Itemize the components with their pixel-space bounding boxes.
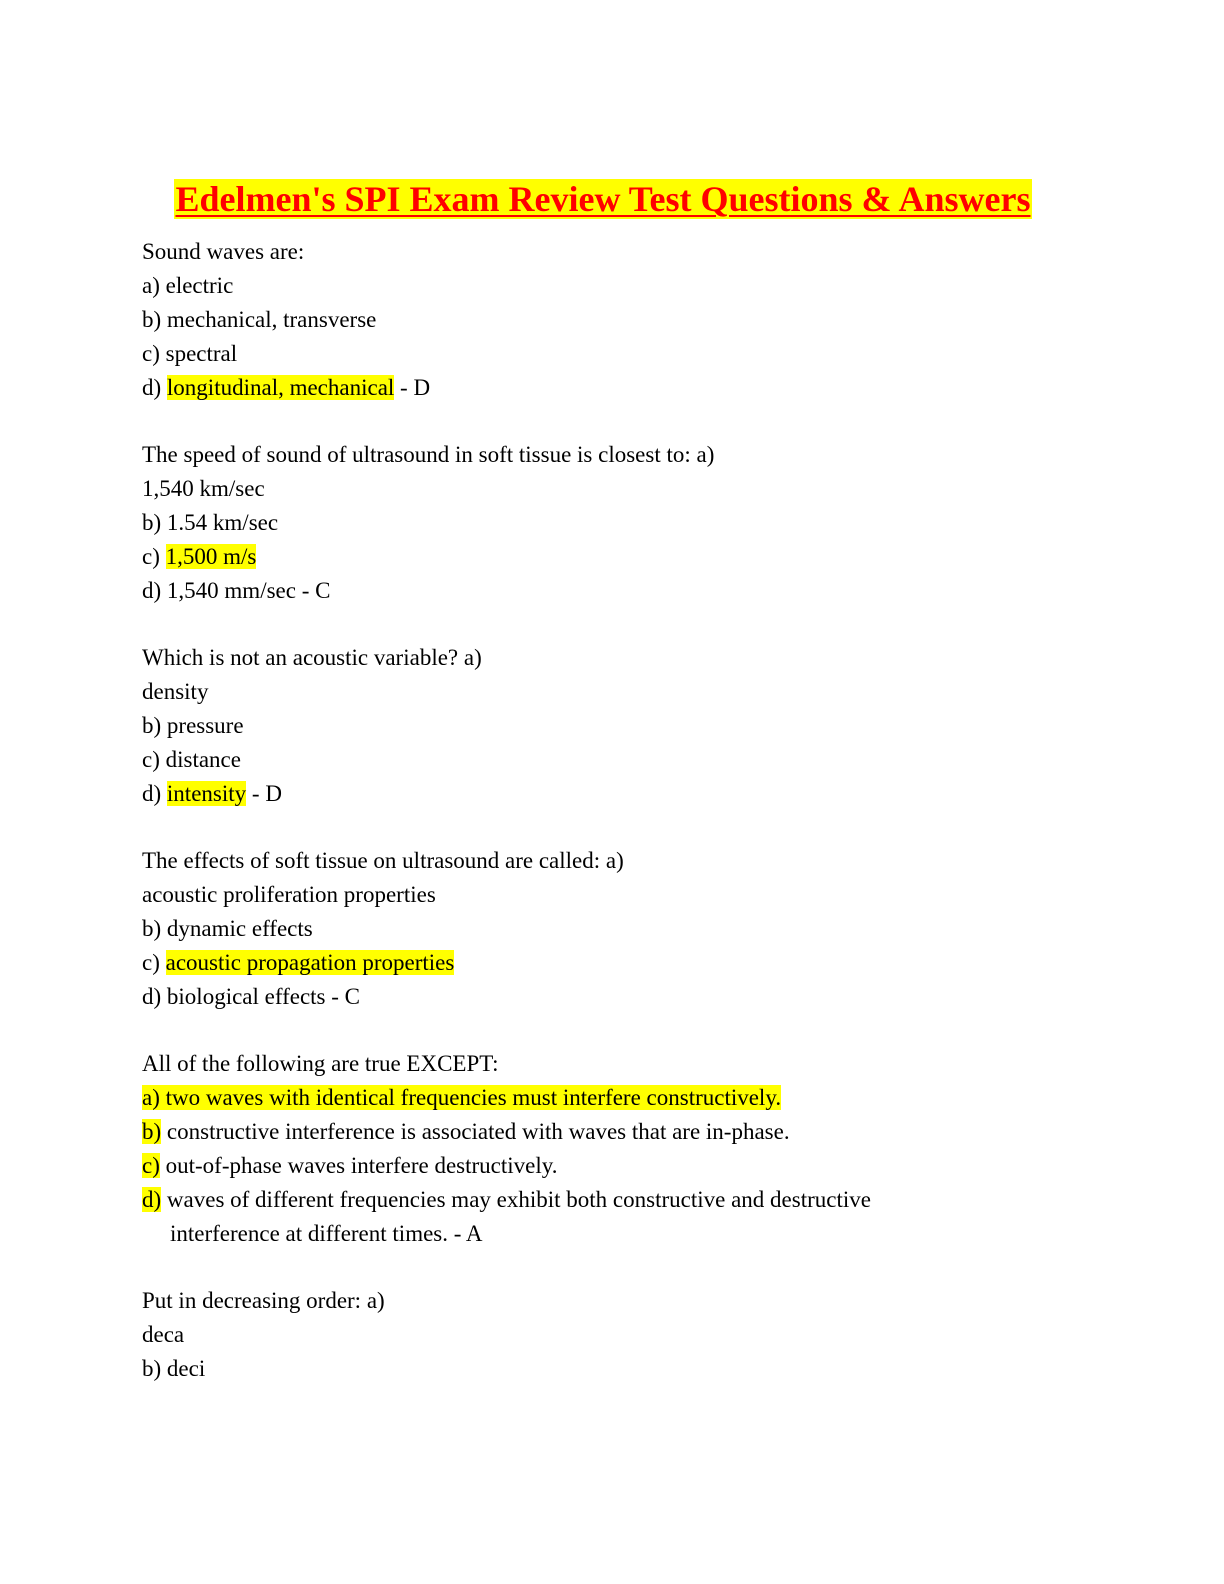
highlighted-answer: 1,500 m/s — [165, 544, 257, 569]
answer-option-b: b) pressure — [142, 713, 244, 738]
option-label: c) — [142, 950, 166, 975]
answer-option-d: d) biological effects - C — [142, 984, 361, 1009]
answer-option-a — [142, 1081, 1042, 1115]
spacer — [142, 1014, 1042, 1047]
highlighted-answer: acoustic propagation properties — [165, 950, 455, 975]
answer-option-a: density — [142, 679, 209, 704]
option-label: d) — [142, 1187, 162, 1212]
answer-key: - D — [394, 375, 431, 400]
question-6 — [142, 1284, 1042, 1386]
answer-option-d — [142, 777, 1042, 811]
answer-option-c — [142, 1149, 1042, 1183]
highlighted-answer: a) two waves with identical frequencies must interfere constructively. — [142, 1085, 782, 1110]
question-stem: The speed of sound of ultrasound in soft tissue is closest to: a) — [142, 442, 715, 467]
answer-option-b: b) 1.54 km/sec — [142, 510, 279, 535]
answer-option-b: b) dynamic effects — [142, 916, 313, 941]
answer-option-a: a) electric — [142, 273, 234, 298]
document-title — [0, 176, 1206, 222]
answer-option-d: d) 1,540 mm/sec - C — [142, 578, 331, 603]
question-stem: The effects of soft tissue on ultrasound are called: a) — [142, 848, 624, 873]
option-label: b) — [142, 1119, 162, 1144]
option-label: d) — [142, 781, 167, 806]
option-label: c) — [142, 1153, 160, 1178]
question-1 — [142, 235, 1042, 405]
question-stem: Which is not an acoustic variable? a) — [142, 645, 482, 670]
answer-option-c: c) distance — [142, 747, 241, 772]
answer-option-a: deca — [142, 1322, 185, 1347]
answer-option-c — [142, 946, 1042, 980]
spacer — [142, 405, 1042, 438]
spacer — [142, 1251, 1042, 1284]
option-text: waves of different frequencies may exhibit both constructive and destructive — [161, 1187, 871, 1212]
spacer — [142, 608, 1042, 641]
option-label: d) — [142, 375, 167, 400]
highlighted-answer: longitudinal, mechanical — [166, 375, 395, 400]
question-5 — [142, 1047, 1042, 1251]
answer-option-b: b) mechanical, transverse — [142, 307, 377, 332]
answer-option-c: c) spectral — [142, 341, 238, 366]
answer-option-b — [142, 1115, 1042, 1149]
answer-key: - D — [246, 781, 282, 806]
answer-option-a: 1,540 km/sec — [142, 476, 265, 501]
question-stem: All of the following are true EXCEPT: — [142, 1051, 499, 1076]
document-title-text: Edelmen's SPI Exam Review Test Questions & Answers — [175, 179, 1031, 219]
question-stem: Sound waves are: — [142, 239, 305, 264]
highlighted-answer: intensity — [166, 781, 247, 806]
answer-option-d-continued: interference at different times. - A — [170, 1221, 483, 1246]
document-body — [142, 235, 1042, 1386]
option-label: c) — [142, 544, 166, 569]
question-stem: Put in decreasing order: a) — [142, 1288, 385, 1313]
answer-option-a: acoustic proliferation properties — [142, 882, 436, 907]
spacer — [142, 811, 1042, 844]
option-text: constructive interference is associated with waves that are in-phase. — [161, 1119, 790, 1144]
question-2 — [142, 438, 1042, 608]
option-text: out-of-phase waves interfere destructively. — [159, 1153, 558, 1178]
answer-option-d — [142, 1183, 1042, 1217]
answer-option-d — [142, 371, 1042, 405]
answer-option-c — [142, 540, 1042, 574]
answer-option-b: b) deci — [142, 1356, 206, 1381]
question-3 — [142, 641, 1042, 811]
question-4 — [142, 844, 1042, 1014]
